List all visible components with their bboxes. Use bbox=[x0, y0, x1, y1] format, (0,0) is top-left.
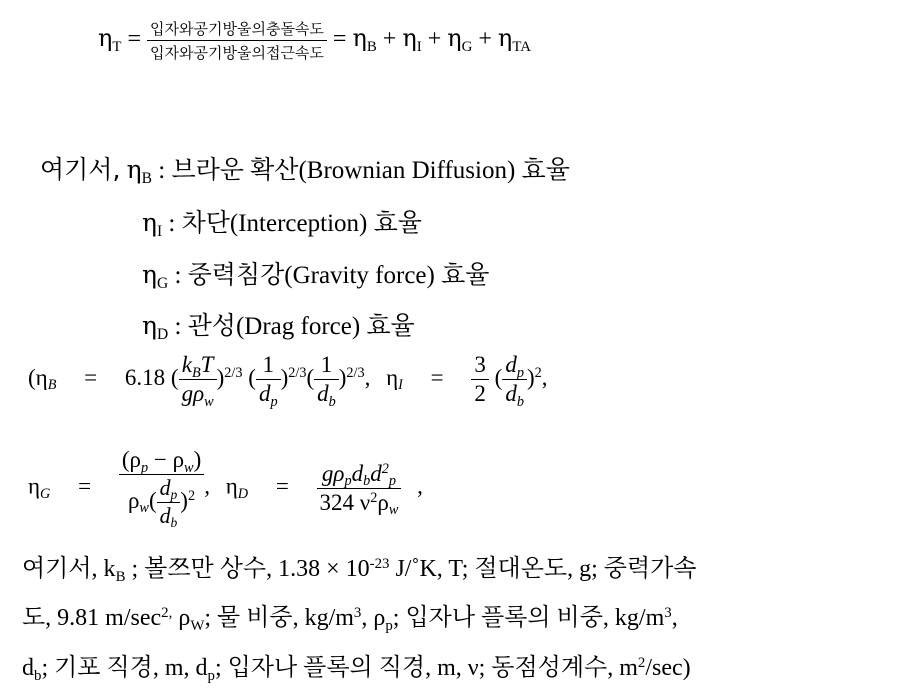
inv-dp-fraction: $\frac{1}{dp}$ bbox=[256, 352, 281, 407]
subscript-i: I bbox=[398, 377, 403, 394]
paren-close: ) bbox=[280, 364, 289, 390]
density-difference: (ρp − ρw) bbox=[119, 447, 204, 475]
eta-b-term: η bbox=[352, 24, 367, 53]
colon: : bbox=[168, 210, 176, 237]
eta-ta-term: η bbox=[497, 24, 513, 53]
equals-sign: = bbox=[275, 473, 289, 499]
drag-numerator: gρpdbd$^2$p bbox=[317, 461, 402, 489]
eta-i: η bbox=[386, 364, 399, 390]
eta-d: η bbox=[225, 473, 238, 499]
paren-open: ( bbox=[170, 364, 179, 390]
interception-text: 차단(Interception) 효율 bbox=[181, 210, 422, 237]
subscript-g: G bbox=[156, 274, 169, 292]
definition-brownian bbox=[40, 150, 570, 186]
drag-fraction bbox=[317, 460, 402, 519]
colon: : bbox=[174, 313, 182, 340]
plus-sign: + bbox=[382, 26, 397, 53]
gravity-fraction bbox=[119, 447, 204, 529]
drag-denominator: 324 $\nu^2\rho w$ bbox=[319, 489, 399, 519]
subscript-t: T bbox=[112, 38, 122, 55]
formula-gravity-drag: ηG = (ρp − ρw) ρw( $\frac{dp}{db}$ )$^2$ , ηD = $\frac{g\rho pdbd^2p}{324 \nu^2\rho w}$ , bbox=[28, 447, 423, 531]
gravity-text: 중력침강(Gravity force) 효율 bbox=[187, 262, 490, 289]
plus-sign: + bbox=[427, 26, 442, 53]
kbt-fraction bbox=[179, 352, 217, 410]
equals-sign: = bbox=[127, 26, 142, 53]
total-efficiency-equation bbox=[98, 18, 531, 63]
subscript-b: B bbox=[141, 169, 152, 187]
eta-symbol: η bbox=[98, 24, 113, 53]
three-halves-fraction: $\frac{3}{2}$ bbox=[471, 352, 489, 407]
subscript-d: D bbox=[237, 485, 249, 502]
equals-sign-2: = bbox=[332, 26, 347, 53]
eta-symbol: η bbox=[126, 155, 142, 184]
paren-open: ( bbox=[306, 364, 315, 390]
definition-gravity bbox=[142, 255, 489, 291]
exponent: 2 bbox=[534, 364, 542, 381]
velocity-ratio-fraction bbox=[147, 18, 327, 63]
inv-db-fraction: $\frac{1}{db}$ bbox=[314, 352, 339, 407]
kbt-numerator: kBT bbox=[179, 352, 217, 380]
subscript-i: I bbox=[156, 222, 163, 240]
grhow-denominator: gρw bbox=[181, 381, 214, 410]
eta-symbol: η bbox=[142, 311, 157, 340]
paren-open: ( bbox=[494, 364, 503, 390]
eta-i-term: η bbox=[402, 24, 417, 53]
intro-label: 여기서, bbox=[40, 155, 121, 184]
paren-close: ) bbox=[216, 364, 225, 390]
subscript-d: D bbox=[156, 325, 169, 343]
paragraph-line-1: 여기서, kB ; 볼쯔만 상수, $1.38 \times 10^{-23}$ J/˚K, T; 절대온도, g; 중력가속 bbox=[22, 555, 697, 585]
exponent: 2/3 bbox=[346, 364, 365, 381]
collision-velocity-numerator: 입자와공기방울의충돌속도 bbox=[147, 18, 327, 41]
equals-sign: = bbox=[430, 364, 444, 390]
paren-open: ( bbox=[248, 364, 256, 390]
subscript-ta: TA bbox=[512, 38, 531, 55]
formula-brownian-interception: (ηB = 6.18 ( $\frac{\text{kBT}}{\text{gρw}}$ )$^{2/3}$ ( $\frac{1}{dp}$ )$^{2/3}$( $\frac{1}{db}$ )$^{2/3}$, ηI = $\frac{3}{2}$ ( $\frac{dp}{db}$ )$^2$, bbox=[28, 352, 548, 410]
colon: : bbox=[158, 157, 166, 184]
definition-interception bbox=[142, 203, 422, 239]
subscript-b: B bbox=[366, 38, 377, 55]
subscript-i: I bbox=[416, 38, 422, 55]
subscript-b: B bbox=[47, 377, 57, 394]
equals-sign: = bbox=[84, 364, 98, 390]
paragraph-line-3: db; 기포 직경, m, dp; 입자나 플록의 직경, m, ν; 동점성계수, $m^2/\sec$) bbox=[22, 654, 691, 684]
paren-close: ) bbox=[526, 364, 535, 390]
paren-close: ) bbox=[338, 364, 347, 390]
eta-symbol: η bbox=[142, 260, 157, 289]
eta-symbol: η bbox=[142, 208, 157, 237]
subscript-g: G bbox=[461, 38, 473, 55]
eta-g: η bbox=[28, 473, 41, 499]
paragraph-line-2: 도, 9.81 $m/\sec^{2,}$ ρW; 물 비중, $kg/m^3$, ρp; 입자나 플록의 비중, $kg/m^3$, bbox=[22, 604, 678, 634]
exponent: 2/3 bbox=[288, 364, 307, 381]
brownian-text: 브라운 확산(Brownian Diffusion) 효율 bbox=[171, 157, 570, 184]
gravity-denominator: ρw( $\frac{dp}{db}$ )$^2$ bbox=[127, 476, 196, 531]
colon: : bbox=[174, 262, 182, 289]
eta-g-term: η bbox=[447, 24, 462, 53]
eta-b-open: (η bbox=[28, 364, 48, 390]
equals-sign: = bbox=[78, 473, 92, 499]
subscript-g: G bbox=[40, 485, 51, 502]
coefficient: 6.18 bbox=[124, 364, 166, 390]
definition-drag bbox=[142, 306, 415, 342]
plus-sign: + bbox=[478, 26, 492, 53]
exponent: 2/3 bbox=[224, 364, 243, 381]
drag-text: 관성(Drag force) 효율 bbox=[187, 313, 415, 340]
dp-db-fraction: $\frac{dp}{db}$ bbox=[502, 352, 527, 407]
approach-velocity-denominator: 입자와공기방울의접근속도 bbox=[150, 44, 324, 62]
